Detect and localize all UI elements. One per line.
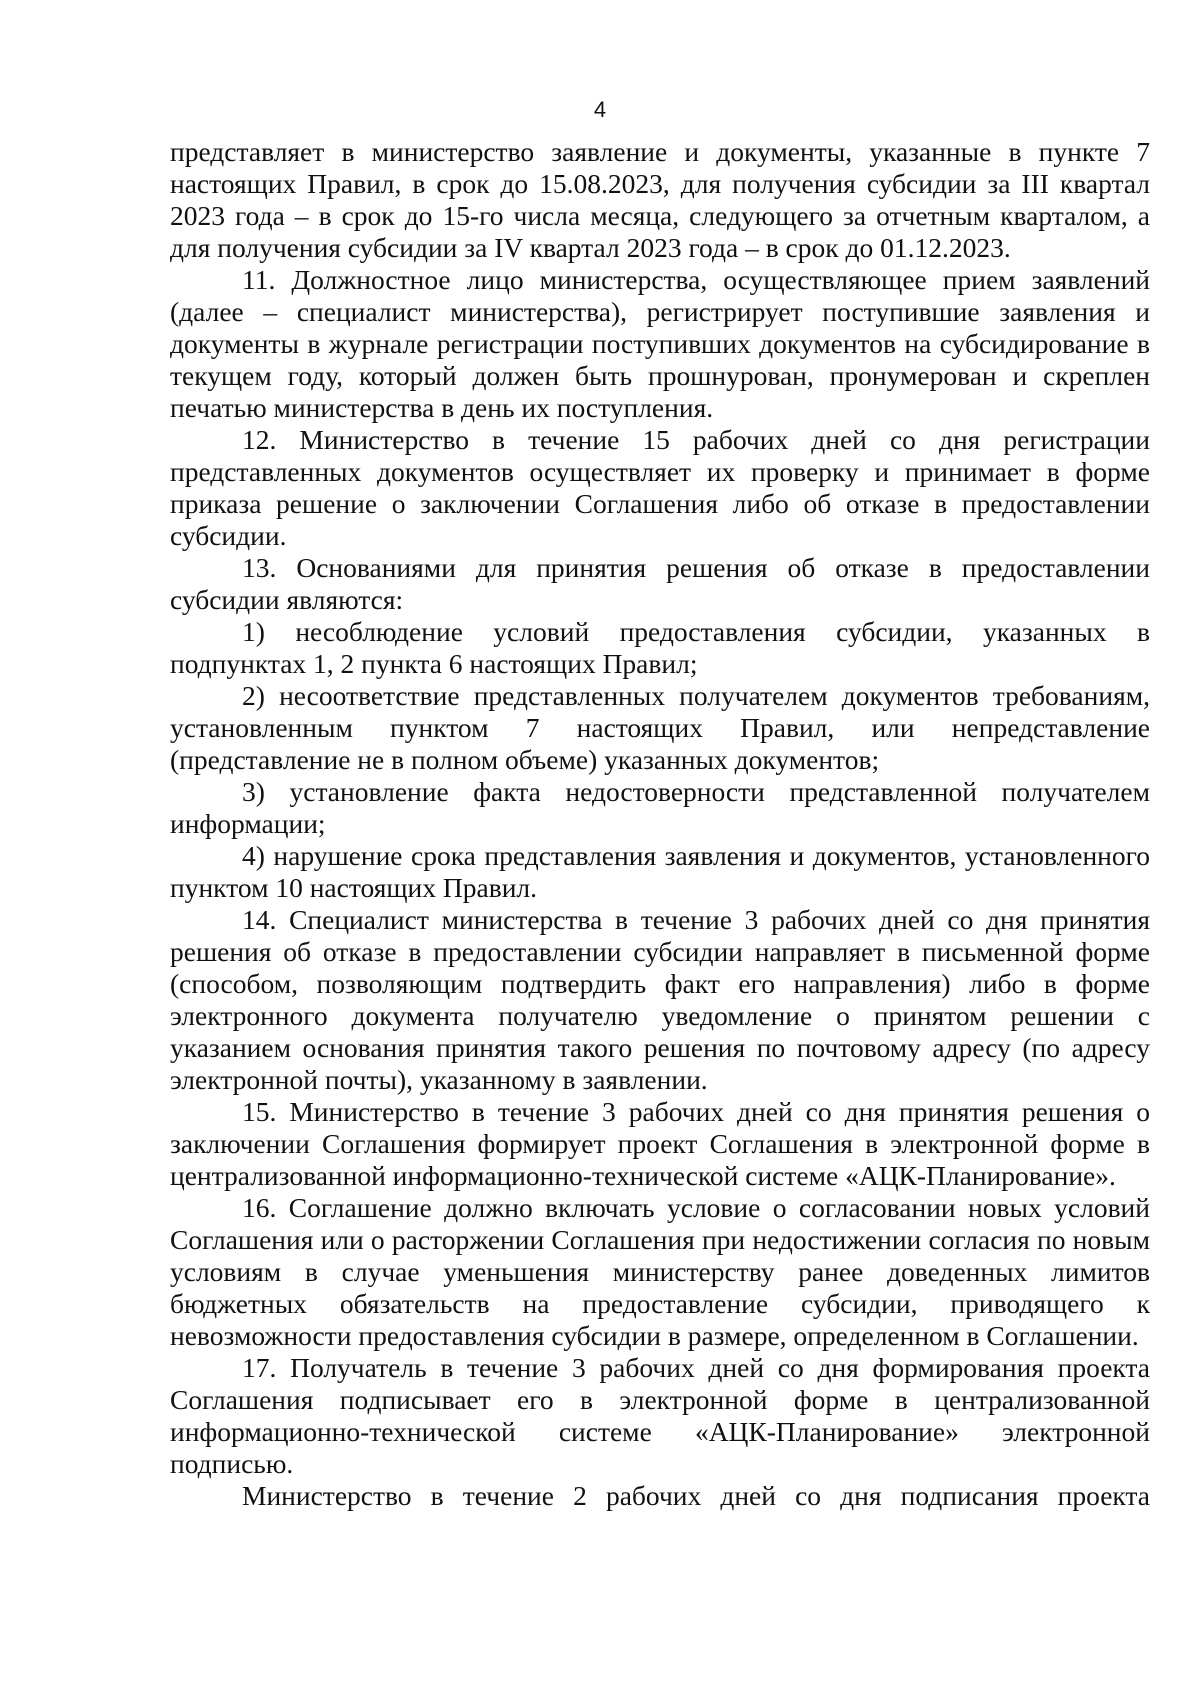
paragraph-17: 17. Получатель в течение 3 рабочих дней со дня формирования проекта Соглашения подписывает его в электронной форме в централизованной информационно-технической системе «АЦК-Планирование» электронной подписью. [170,1352,1150,1479]
subitem-13-1: 1) несоблюдение условий предоставления субсидии, указанных в подпунктах 1, 2 пункта 6 настоящих Правил; [170,616,1150,679]
paragraph-14: 14. Специалист министерства в течение 3 рабочих дней со дня принятия решения об отказе в предоставлении субсидии направляет в письменной форме (способом, позволяющим подтвердить факт его направления) либо в форме электронного документа получателю уведомление о принятом решении с указанием основания принятия такого решения по почтовому адресу (по адресу электронной почты), указанному в заявлении. [170,904,1150,1095]
paragraph-12: 12. Министерство в течение 15 рабочих дней со дня регистрации представленных документов осуществляет их проверку и принимает в форме приказа решение о заключении Соглашения либо об отказе в предоставлении субсидии. [170,424,1150,551]
paragraph-16: 16. Соглашение должно включать условие о согласовании новых условий Соглашения или о расторжении Соглашения при недостижении согласия по новым условиям в случае уменьшения министерству ранее доведенных лимитов бюджетных обязательств на предоставление субсидии, приводящего к невозможности предоставления субсидии в размере, определенном в Соглашении. [170,1192,1150,1351]
page-number: 4 [593,97,607,122]
subitem-13-3: 3) установление факта недостоверности представленной получателем информации; [170,776,1150,839]
paragraph-17-continuation: Министерство в течение 2 рабочих дней со дня подписания проекта [242,1480,1150,1511]
document-body [170,136,1150,1544]
subitem-13-2: 2) несоответствие представленных получателем документов требованиям, установленным пунктом 7 настоящих Правил, или непредставление (представление не в полном объеме) указанных документов; [170,680,1150,775]
paragraph-continuation: представляет в министерство заявление и документы, указанные в пункте 7 настоящих Правил, в срок до 15.08.2023, для получения субсидии за III квартал 2023 года – в срок до 15-го числа месяца, следующего за отчетным кварталом, а для получения субсидии за IV квартал 2023 года – в срок до 01.12.2023. [170,136,1150,263]
paragraph-11: 11. Должностное лицо министерства, осуществляющее прием заявлений (далее – специалист министерства), регистрирует поступившие заявления и документы в журнале регистрации поступивших документов на субсидирование в текущем году, который должен быть прошнурован, пронумерован и скреплен печатью министерства в день их поступления. [170,264,1150,423]
subitem-13-4: 4) нарушение срока представления заявления и документов, установленного пунктом 10 настоящих Правил. [170,840,1150,903]
paragraph-15: 15. Министерство в течение 3 рабочих дней со дня принятия решения о заключении Соглашения формирует проект Соглашения в электронной форме в централизованной информационно-технической системе «АЦК-Планирование». [170,1096,1150,1191]
paragraph-13: 13. Основаниями для принятия решения об отказе в предоставлении субсидии являются: [170,552,1150,615]
